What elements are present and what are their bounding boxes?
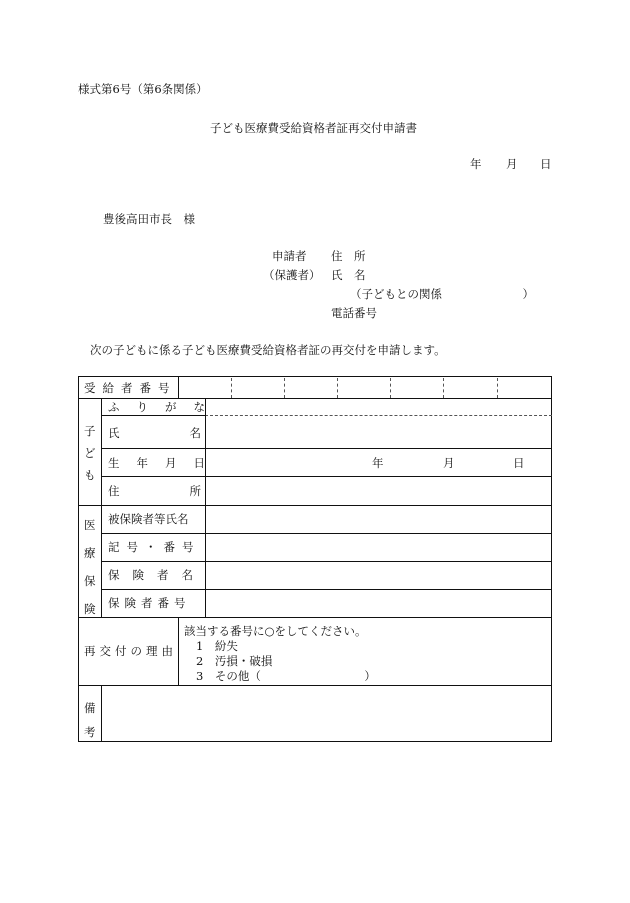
birthdate-text: 生年月日: [108, 456, 222, 470]
symbol-number-text: 記号・番号: [108, 540, 201, 554]
statement: 次の子どもに係る子ども医療費受給資格者証の再交付を申請します。: [90, 343, 446, 357]
reason-item-2: 2 汚損・破損: [196, 654, 273, 668]
birth-day-label: 日: [513, 456, 525, 470]
recipient-number-text: 受給者番号: [84, 381, 177, 395]
child-address-text: 住所: [108, 484, 271, 498]
form-number: 様式第6号（第6条関係）: [78, 82, 208, 96]
reason-instruction: 該当する番号に○をしてください。: [184, 624, 367, 638]
reason-item-1: 1 紛失: [196, 639, 238, 653]
remarks-label: [84, 696, 96, 744]
reason-item-3: 3 その他（ ）: [196, 669, 376, 683]
addressee: 豊後高田市長 様: [103, 212, 195, 226]
date-day-label: 日: [540, 157, 552, 171]
child-name-label: [108, 426, 271, 440]
applicant-label: 申請者: [272, 249, 307, 263]
insurer-number-text: 保険者番号: [108, 596, 191, 610]
insurer-number-label: [108, 596, 191, 610]
birth-month-label: 月: [443, 456, 455, 470]
insurer-text: 保険者名: [108, 568, 206, 582]
remarks-text: 備考: [84, 701, 96, 739]
relation-label: （子どもとの関係 ）: [350, 287, 534, 301]
furigana-text: ふりがな: [108, 400, 222, 414]
insurance-group-text: 医療保険: [84, 518, 96, 616]
reason-label: [84, 644, 177, 658]
child-address-label: [108, 484, 271, 498]
child-name-text: 氏名: [108, 426, 271, 440]
insurer-label: [108, 568, 206, 582]
insurance-group-label: [84, 511, 96, 623]
child-group-text: 子ども: [84, 424, 96, 482]
recipient-number-label: [84, 381, 177, 395]
reason-text: 再交付の理由: [84, 644, 177, 658]
phone-label: 電話番号: [331, 306, 377, 320]
child-group-label: [84, 420, 96, 486]
name-label: 氏 名: [331, 268, 366, 282]
page-title: 子ども医療費受給資格者証再交付申請書: [210, 121, 417, 135]
birthdate-label: [108, 456, 222, 470]
guardian-label: （保護者）: [263, 268, 321, 282]
insured-name-label: 被保険者等氏名: [108, 512, 189, 526]
date-month-label: 月: [506, 157, 518, 171]
date-year-label: 年: [470, 157, 482, 171]
birth-year-label: 年: [372, 456, 384, 470]
furigana-label: [108, 400, 222, 414]
symbol-number-label: [108, 540, 201, 554]
address-label: 住 所: [331, 249, 366, 263]
